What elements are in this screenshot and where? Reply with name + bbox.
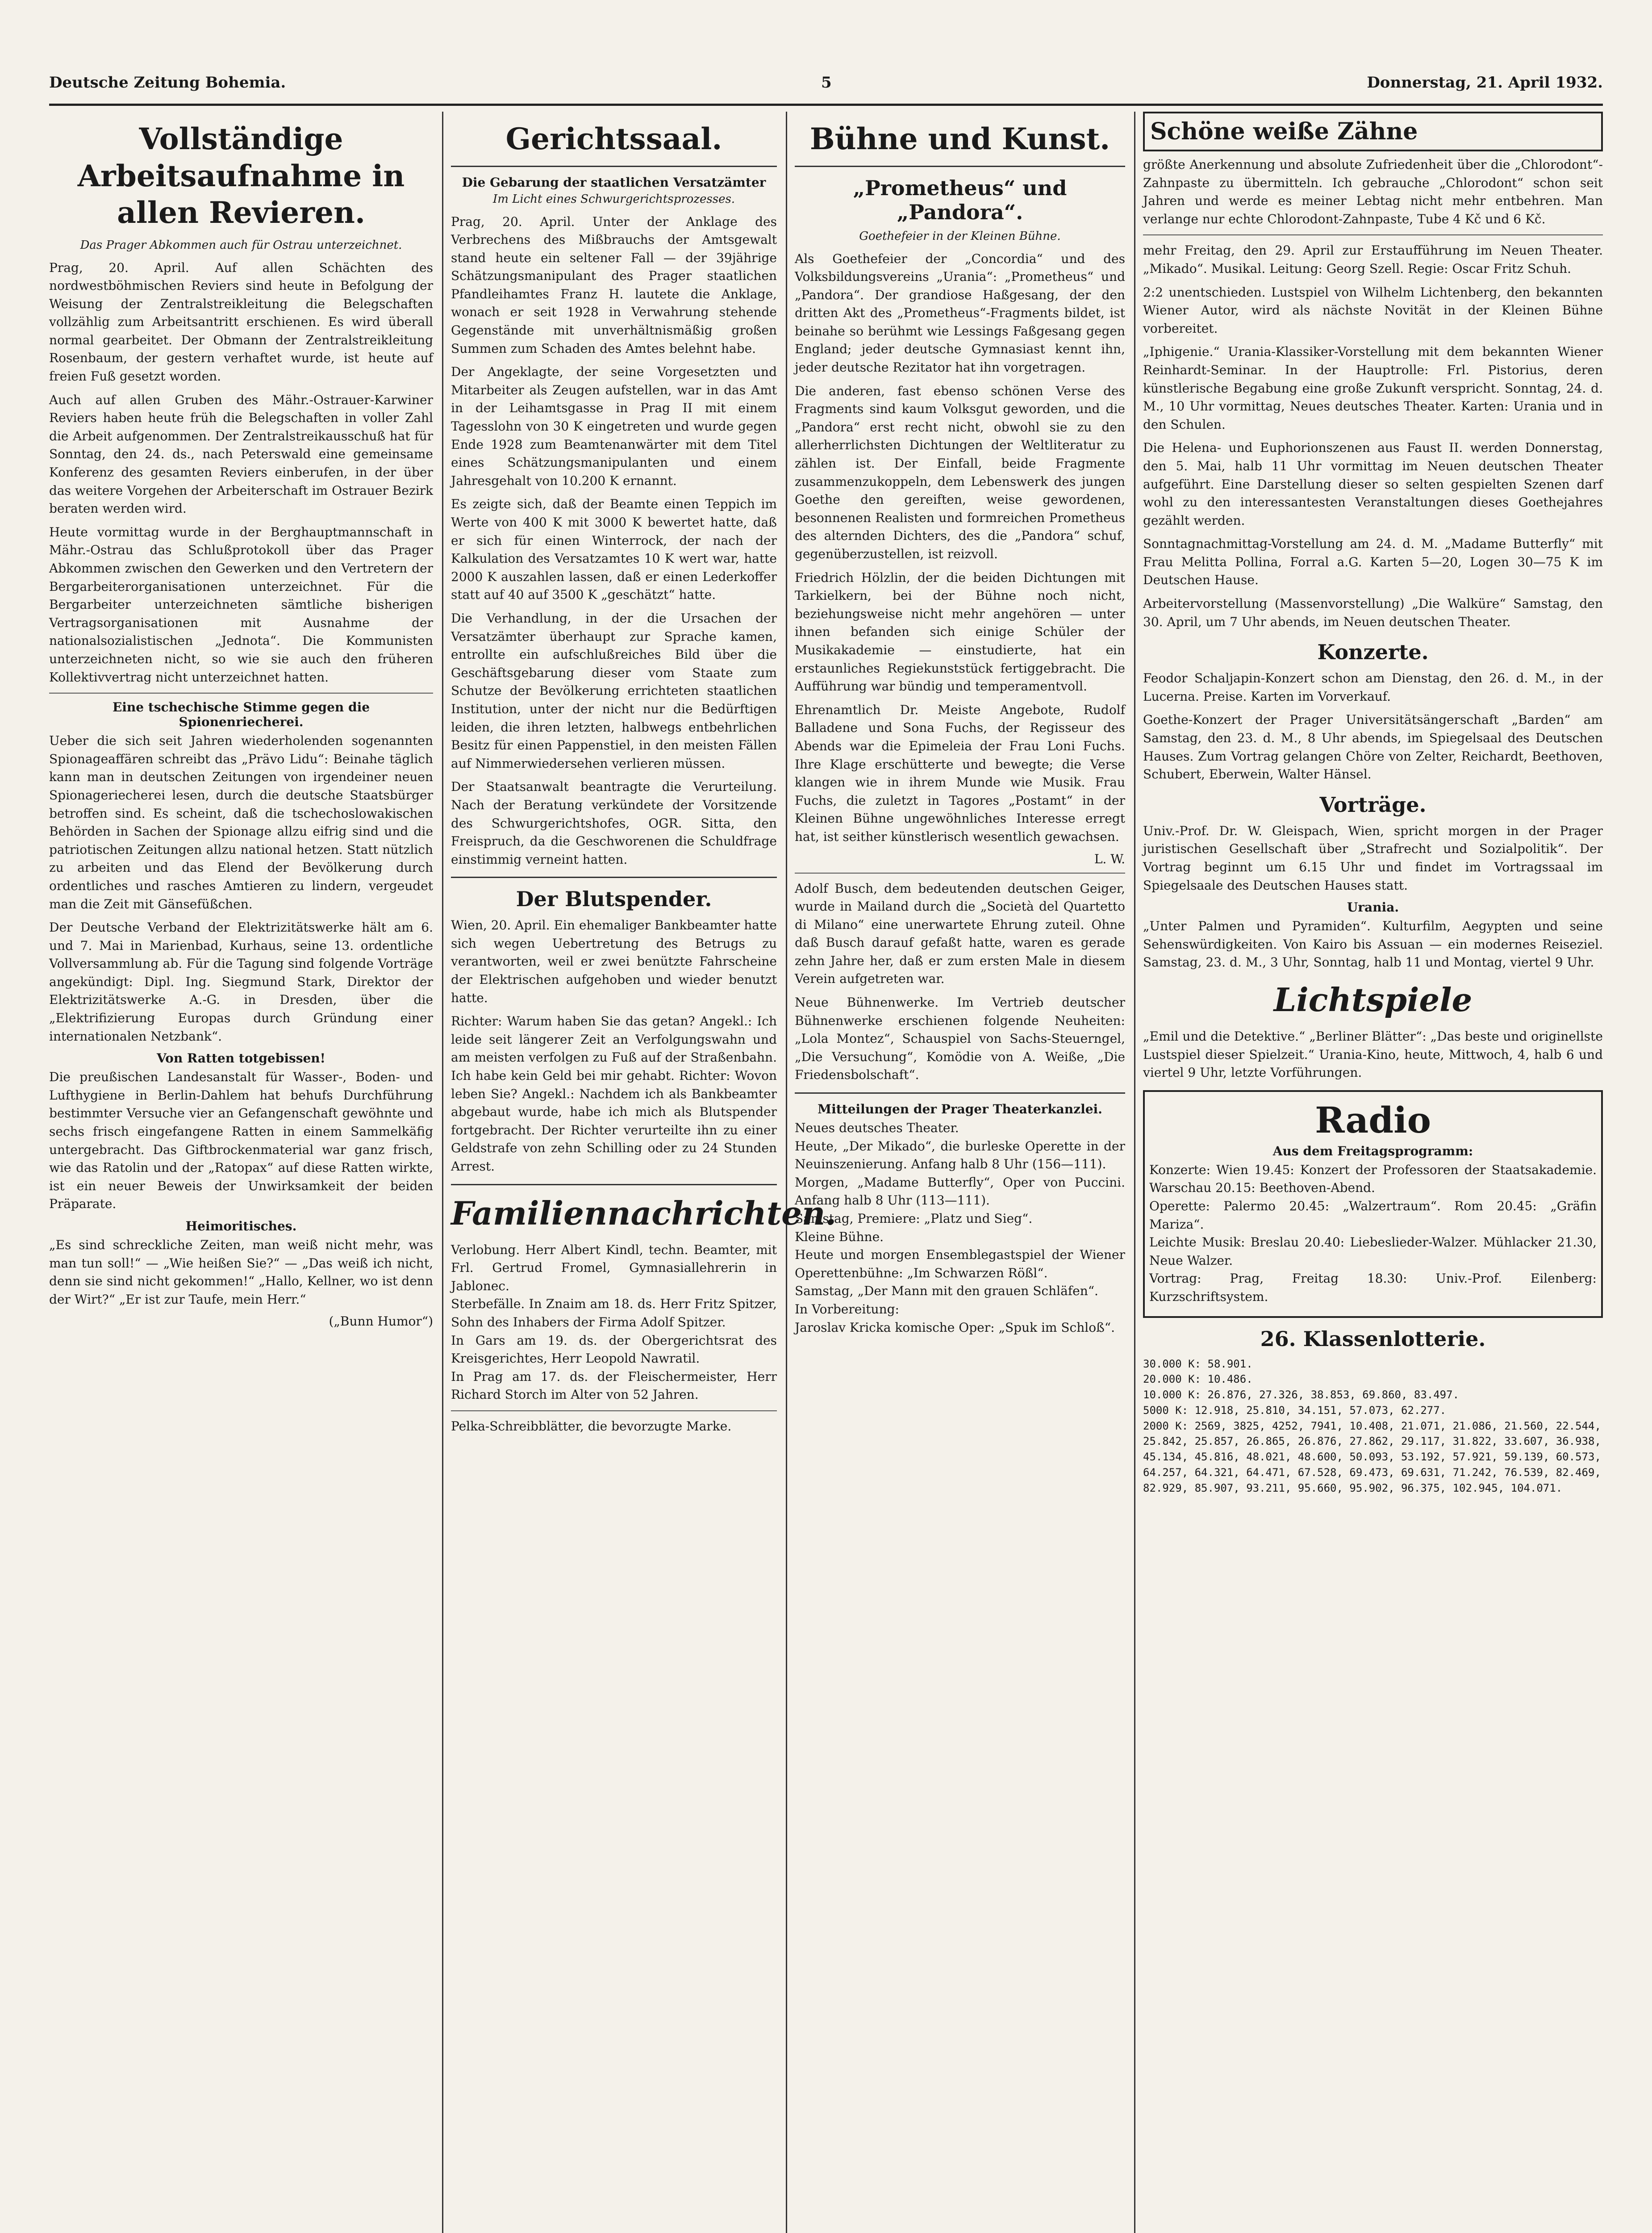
article-paragraph: Prag, 20. April. Auf allen Schächten des nordwestböhmischen Reviers sind heute in Befolgung der Weisung der Zentralstreikleitung die Belegschaften vollzählig zum Arbeitsantritt erschienen. Es wird überall normal gearbeitet. Der Obmann der Zentralstreikleitung Rosenbaum, der gestern verhaftet wurde, ist heute auf freien Fuß gesetzt worden. (49, 260, 433, 384)
article-title: Die Gebarung der staatlichen Versatzämter (462, 175, 766, 190)
column-1 (49, 112, 433, 2233)
article-paragraph: Goethe-Konzert der Prager Universitätsängerschaft „Barden“ am Samstag, den 23. d. M., 8 Uhr abends, im Spiegelsaal des Deutschen Hauses. Zum Vortrag gelangen Chöre von Zelter, Reichardt, Beethoven, Schubert, Eberwein, Walter Hänsel. (1143, 712, 1603, 782)
article-paragraph: Prag, 20. April. Unter der Anklage des Verbrechens des Mißbrauchs der Amtsgewalt stand heute ein seltener Fall — der 39jährige Schätzungsmanipulant des Prager staatlichen Pfandleihamtes Franz H. lautete die Anklage, wonach er seit 1928 in Verwahrung stehende Gegenstände mit unverhältnismäßig großen Summen zum Schaden des Amtes belehnt habe. (451, 214, 777, 356)
theater-notices: Neues deutsches Theater. Heute, „Der Mikado“, die burleske Operette in der Neuinszenierung. Anfang halb 8 Uhr (156—111). Morgen, „Madame Butterfly“, Oper von Puccini. Anfang halb 8 Uhr (113—111). Samstag, Premiere: „Platz und Sieg“. Kleine Bühne. Heute und morgen Ensemblegastspiel der Wiener Operettenbühne: „Im Schwarzen Rößl“. Samstag, „Der Mann mit den grauen Schläfen“. In Vorbereitung: Jaroslav Kricka komische Oper: „Spuk im Schloß“. (795, 1121, 1125, 1335)
author-signature: L. W. (1094, 851, 1125, 866)
article-paragraph: „Es sind schreckliche Zeiten, man weiß nicht mehr, was man tun soll!“ — „Wie heißen Sie?“ — „Das weiß ich nicht, denn sie sind nicht gekommen!“ „Hallo, Kellner, wo ist denn der Wirt?“ „Er ist zur Taufe, mein Herr.“ (49, 1238, 433, 1307)
radio-title: Radio (1315, 1099, 1431, 1141)
radio-program: Konzerte: Wien 19.45: Konzert der Professoren der Staatsakademie. Warschau 20.15: Beethoven-Abend. Operette: Palermo 20.45: „Walzertraum“. Rom 20.45: „Gräfin Mariza“. Leichte Musik: Breslau 20.40: Liebeslieder-Walzer. Mühlacker 21.30, Neue Walzer. Vortrag: Prag, Freitag 18.30: Univ.-Prof. Eilenberg: Kurzschriftsystem. (1149, 1162, 1597, 1304)
section-heading: Heimoritisches. (185, 1219, 297, 1234)
article-paragraph: 2:2 unentschieden. Lustspiel von Wilhelm Lichtenberg, den bekannten Wiener Autor, wird als nächste Novität in der Kleinen Bühne vorbereitet. (1143, 284, 1603, 336)
divider (795, 1092, 1125, 1094)
section-heading: Von Ratten totgebissen! (157, 1051, 325, 1066)
article-paragraph: Die Helena- und Euphorionszenen aus Faust II. werden Donnerstag, den 5. Mai, halb 11 Uhr vormittag im Neuen deutschen Theater aufgeführt. Eine Darstellung dieser so selten gespielten Szenen darf wohl zu den interessantesten Veranstaltungen dieses Goethejahres gezählt werden. (1143, 440, 1603, 528)
section-title: Lichtspiele (1273, 980, 1473, 1019)
article-paragraph: Arbeitervorstellung (Massenvorstellung) „Die Walküre“ Samstag, den 30. April, um 7 Uhr abends, im Neuen deutschen Theater. (1143, 596, 1603, 629)
article-paragraph: Heute vormittag wurde in der Berghauptmannschaft in Mähr.-Ostrau das Schlußprotokoll über das Prager Abkommen zwischen den Gewerken und den Vertretern der Bergarbeiterorganisationen unterzeichnet. Für die Bergarbeiter unterzeichneten sämtliche bisherigen Vertragsorganisationen mit Ausnahme der nationalsozialistischen „Jednota“. Die Kommunisten unterzeichneten nicht, so wie sie auch den früheren Kollektivvertrag nicht unterzeichnet hatten. (49, 524, 433, 685)
lottery-numbers: 30.000 K: 58.901. 20.000 K: 10.486. 10.000 K: 26.876, 27.326, 38.853, 69.860, 83.497. 5000 K: 12.918, 25.810, 34.151, 57.073, 62.277. 2000 K: 2569, 3825, 4252, 7941, 10.408, 21.071, 21.086, 21.560, 22.544, 25.842, 25.857, 26.865, 26.876, 27.862, 29.117, 31.822, 33.607, 36.938, 45.134, 45.816, 48.021, 48.600, 50.093, 53.192, 57.921, 59.139, 60.573, 64.257, 64.321, 64.471, 67.528, 69.473, 69.631, 71.242, 76.539, 82.469, 82.929, 85.907, 93.211, 95.660, 95.902, 96.375, 102.945, 104.071. (1143, 1357, 1601, 1494)
divider (795, 166, 1125, 167)
article-paragraph: Der Angeklagte, der seine Vorgesetzten und Mitarbeiter als Zeugen aufstellen, war in das Amt in der Leihamtsgasse in Prag II mit einem Tagesslohn von 30 K eingetreten und wurde gegen Ende 1928 zum Beamtenanwärter mit dem Titel eines Schätzungsmanipulanten und einem Jahresgehalt von 10.200 K ernannt. (451, 364, 777, 488)
divider (451, 166, 777, 167)
section-heading: Mitteilungen der Prager Theaterkanzlei. (818, 1102, 1102, 1117)
article-paragraph: Die preußischen Landesanstalt für Wasser-, Boden- und Lufthygiene in Berlin-Dahlem hat behufs Durchführung bestimmter Versuche vier an Gefangenschaft gewöhnte und sechs frisch eingefangene Ratten in einem Sammelkäfig untergebracht. Das Giftbrockenmaterial war ganz frisch, wie das Ratolin und der „Ratopax“ auf diese Ratten wirkte, ist ein neuer Beweis der Unwirksamkeit der beiden Präparate. (49, 1070, 433, 1212)
article-paragraph: „Emil und die Detektive.“ „Berliner Blätter“: „Das beste und originellste Lustspiel dieser Spielzeit.“ Urania-Kino, heute, Mittwoch, 4, halb 6 und viertel 9 Uhr, letzte Vorführungen. (1143, 1029, 1603, 1080)
masthead-rule (49, 104, 1603, 106)
radio-subheading: Aus dem Freitagsprogramm: (1272, 1143, 1473, 1158)
column-divider (1134, 112, 1135, 2233)
article-paragraph: Als Goethefeier der „Concordia“ und des Volksbildungsvereins „Urania“: „Prometheus“ und „Pandora“. Der grandiose Haßgesang, der den dritten Akt des „Prometheus“-Fragments bildet, ist beinahe so berühmt wie Lessings Faßgesang gegen England; jeder deutsche Gymnasiast kennt ihn, jeder deutsche Rezitator hat ihn vorgetragen. (795, 251, 1125, 375)
article-paragraph: Die anderen, fast ebenso schönen Verse des Fragments sind kaum Volksgut geworden, und die „Pandora“ erst recht nicht, obwohl sie zu den allerherrlichsten Dichtungen der Weltliteratur zu zählen ist. Der Einfall, beide Fragmente zusammenzukoppeln, dem Lebenswerk des jungen Goethe den gereiften, weise gewordenen, besonnenen Realisten und formreichen Prometheus des alternden Dichters, des die „Pandora“ schuf, gegenüberzustellen, ist reizvoll. (795, 383, 1125, 561)
column-divider (442, 112, 443, 2233)
column-2 (451, 112, 837, 2233)
article-paragraph: Wien, 20. April. Ein ehemaliger Bankbeamter hatte sich wegen Uebertretung des Betrugs zu verantworten, weil er zwei benützte Fahrscheine der Elektrischen aufgehoben und wieder benutzt hatte. (451, 918, 777, 1005)
advert-heading: Schöne weiße Zähne (1143, 112, 1603, 151)
source-credit: („Bunn Humor“) (329, 1314, 433, 1329)
divider (451, 877, 777, 878)
article-subtitle: Das Prager Abkommen auch für Ostrau unterzeichnet. (80, 238, 402, 252)
article-paragraph: Univ.-Prof. Dr. W. Gleispach, Wien, spricht morgen in der Prager juristischen Gesellschaft über „Strafrecht und Sozialpolitik“. Der Vortrag beginnt um 6.15 Uhr und findet im Vortragssaal im Spiegelsaale des Deutschen Hauses statt. (1143, 823, 1603, 893)
masthead (49, 67, 1603, 98)
article-paragraph: Auch auf allen Gruben des Mähr.-Ostrauer-Karwiner Reviers haben heute früh die Belegschaften in voller Zahl die Arbeit aufgenommen. Der Zentralstreikausschuß hat für Sonntag, den 24. ds., nach Peterswald eine gemeinsame Konferenz des gesamten Reviers einberufen, in der über das weitere Vorgehen der Arbeiterschaft im Ostrauer Bezirk beraten werden wird. (49, 392, 433, 516)
article-paragraph: mehr Freitag, den 29. April zur Erstaufführung im Neuen Theater. „Mikado“. Musikal. Leitung: Georg Szell. Regie: Oscar Fritz Schuh. (1143, 243, 1603, 276)
column-3 (795, 112, 1125, 2233)
article-paragraph: „Iphigenie.“ Urania-Klassiker-Vorstellung mit dem bekannten Wiener Reinhardt-Seminar. In der Hauptrolle: Frl. Pistorius, deren künstlerische Begabung eine große Zukunft verspricht. Sonntag, 24. d. M., 10 Uhr vormittag, Neues deutsches Theater. Karten: Urania und in den Schulen. (1143, 344, 1603, 432)
family-notices: Verlobung. Herr Albert Kindl, techn. Beamter, mit Frl. Gertrud Fromel, Gymnasiallehrerin in Jablonec. Sterbefälle. In Znaim am 18. ds. Herr Fritz Spitzer, Sohn des Inhabers der Firma Adolf Spitzer. In Gars am 19. ds. der Obergerichtsrat des Kreisgerichtes, Herr Leopold Nawratil. In Prag am 17. ds. der Fleischermeister, Herr Richard Storch im Alter von 52 Jahren. (451, 1242, 777, 1402)
divider (49, 693, 433, 694)
divider (1143, 234, 1603, 235)
page-number: 5 (821, 74, 832, 92)
section-title: Familiennachrichten. (451, 1194, 837, 1232)
article-paragraph: Friedrich Hölzlin, der die beiden Dichtungen mit Tarkielkern, bei der Bühne noch nicht, beziehungsweise nicht mehr angehören — unter ihnen befanden sich einige Schüler der Musikakademie — einstudierte, hat ein erstaunliches Regiekunststück fertiggebracht. Die Aufführung war bündig und temperamentvoll. (795, 570, 1125, 694)
radio-box (1143, 1090, 1603, 1318)
section-heading: Konzerte. (1317, 640, 1429, 665)
article-paragraph: Feodor Schaljapin-Konzert schon am Dienstag, den 26. d. M., in der Lucerna. Preise. Karten im Vorverkauf. (1143, 671, 1603, 704)
advert-text: größte Anerkennung und absolute Zufriedenheit über die „Chlorodont“-Zahnpaste zu übermitteln. Ich gebrauche „Chlorodont“ schon seit Jahren und werde es meiner Lebtag nicht mehr entbehren. Man verlange nur echte Chlorodont-Zahnpaste, Tube 4 Kč und 6 Kč. (1143, 157, 1603, 226)
section-title: Gerichtssaal. (505, 121, 722, 156)
article-paragraph: Adolf Busch, dem bedeutenden deutschen Geiger, wurde in Mailand durch die „Società del Quartetto di Milano“ eine unerwartete Ehrung zuteil. Ohne daß Busch darauf gefaßt hatte, waren es gerade zehn Jahre her, daß er zum ersten Male in diesem Verein aufgetreten war. (795, 881, 1125, 987)
advert-line: Pelka-Schreibblätter, die bevorzugte Marke. (451, 1418, 732, 1434)
article-subtitle: Goethefeier in der Kleinen Bühne. (859, 229, 1061, 243)
masthead-left: Deutsche Zeitung Bohemia. (49, 74, 286, 92)
article-subtitle: Im Licht eines Schwurgerichtsprozesses. (492, 192, 735, 206)
masthead-date: Donnerstag, 21. April 1932. (1367, 74, 1603, 92)
divider (451, 1410, 777, 1411)
section-title: Bühne und Kunst. (809, 121, 1110, 156)
section-heading: Eine tschechische Stimme gegen die Spionenriecherei. (112, 700, 370, 730)
section-heading: Urania. (1347, 900, 1399, 915)
article-paragraph: Sonntagnachmittag-Vorstellung am 24. d. M. „Madame Butterfly“ mit Frau Melitta Pollina, Forral a.G. Karten 5—20, Logen 30—75 K im Deutschen Hause. (1143, 536, 1603, 588)
lottery-title: 26. Klassenlotterie. (1260, 1326, 1486, 1351)
section-heading: Vorträge. (1319, 792, 1427, 817)
article-paragraph: Neue Bühnenwerke. Im Vertrieb deutscher Bühnenwerke erschienen folgende Neuheiten: „Lola Montez“, Schauspiel von Sachs-Steuerngel, „Die Versuchung“, Komödie von A. Weiße, „Die Friedensbolschaft“. (795, 995, 1125, 1083)
article-title: Vollständige Arbeitsaufnahme in allen Revieren. (77, 121, 405, 230)
column-4 (1143, 112, 1603, 2233)
article-title: „Prometheus“ und „Pandora“. (853, 176, 1067, 224)
divider (451, 1184, 777, 1185)
article-paragraph: Der Staatsanwalt beantragte die Verurteilung. Nach der Beratung verkündete der Vorsitzende des Schwurgerichtshofes, OGR. Sitta, den Freispruch, da die Geschworenen die Schuldfrage einstimmig verneint hatten. (451, 779, 777, 867)
article-paragraph: Richter: Warum haben Sie das getan? Angekl.: Ich leide seit längerer Zeit an Verfolgungswahn und am meisten verfolgen zu Fuß auf der Straßenbahn. Ich habe kein Geld bei mir gehabt. Richter: Wovon leben Sie? Angekl.: Nachdem ich als Bankbeamter abgebaut wurde, habe ich mich als Blutspender fortgebracht. Der Richter verurteilte ihn zu einer Geldstrafe von zehn Schilling oder zu 24 Stunden Arrest. (451, 1014, 777, 1174)
divider (795, 873, 1125, 874)
article-title: Der Blutspender. (516, 887, 712, 912)
column-divider (786, 112, 787, 2233)
article-paragraph: Es zeigte sich, daß der Beamte einen Teppich im Werte von 400 K mit 3000 K bewertet hatte, daß er sich für einen Winterrock, der nach der Kalkulation des Versatzamtes 10 K wert war, hatte 2000 K auszahlen lassen, daß er einen Lederkoffer statt auf 40 auf 3500 K „geschätzt“ hatte. (451, 497, 777, 602)
article-paragraph: Die Verhandlung, in der die Ursachen der Versatzämter überhaupt zur Sprache kamen, entrollte ein aufschlußreiches Bild über die Geschäftsgebarung dieser vom Staate zum Schutze der Bevölkerung errichteten staatlichen Institution, unter der nicht nur die Bedürftigen leiden, die ihren letzten, halbwegs entbehrlichen Besitz für einen Pappenstiel, in den meisten Fällen auf Nimmerwiedersehen verlieren müssen. (451, 611, 777, 771)
article-paragraph: Ueber die sich seit Jahren wiederholenden sogenannten Spionageaffären schreibt das „Prävo Lidu“: Beinahe täglich kann man in deutschen Zeitungen von irgendeiner neuen Spionageriecherei lesen, durch die deutsche Staatsbürger betroffen sind. Es scheint, daß die tschechoslowakischen Behörden in Sachen der Spionage allzu eifrig sind und die patriotischen Zeitungen allzu national hetzen. Statt nützlich zu arbeiten und das Elend der Bevölkerung durch ordentliches und rasches Amtieren zu lindern, vergeudet man die Zeit mit Gänsefüßchen. (49, 733, 433, 912)
article-paragraph: Ehrenamtlich Dr. Meiste Angebote, Rudolf Balladene und Sona Fuchs, der Regisseur des Abends war die Epimeleia der Frau Loni Fuchs. Ihre Klage erschütterte und bewegte; die Verse klangen wie in ihrem Munde wie Musik. Frau Fuchs, die zuletzt in Tagores „Postamt“ in der Kleinen Bühne ungewöhnliches Interesse erregt hat, ist seither künstlerisch wesentlich gewachsen. (795, 702, 1125, 844)
article-paragraph: „Unter Palmen und Pyramiden“. Kulturfilm, Aegypten und seine Sehenswürdigkeiten. Von Kairo bis Assuan — ein modernes Reiseziel. Samstag, 23. d. M., 3 Uhr, Sonntag, halb 11 und Montag, viertel 9 Uhr. (1143, 919, 1603, 970)
article-paragraph: Der Deutsche Verband der Elektrizitätswerke hält am 6. und 7. Mai in Marienbad, Kurhaus, seine 13. ordentliche Vollversammlung ab. Für die Tagung sind folgende Vorträge angekündigt: Dipl. Ing. Siegmund Stark, Direktor der Elektrizitätswerke A.-G. in Dresden, über die „Elektrifizierung Europas durch Gründung einer internationalen Netzbank“. (49, 920, 433, 1044)
